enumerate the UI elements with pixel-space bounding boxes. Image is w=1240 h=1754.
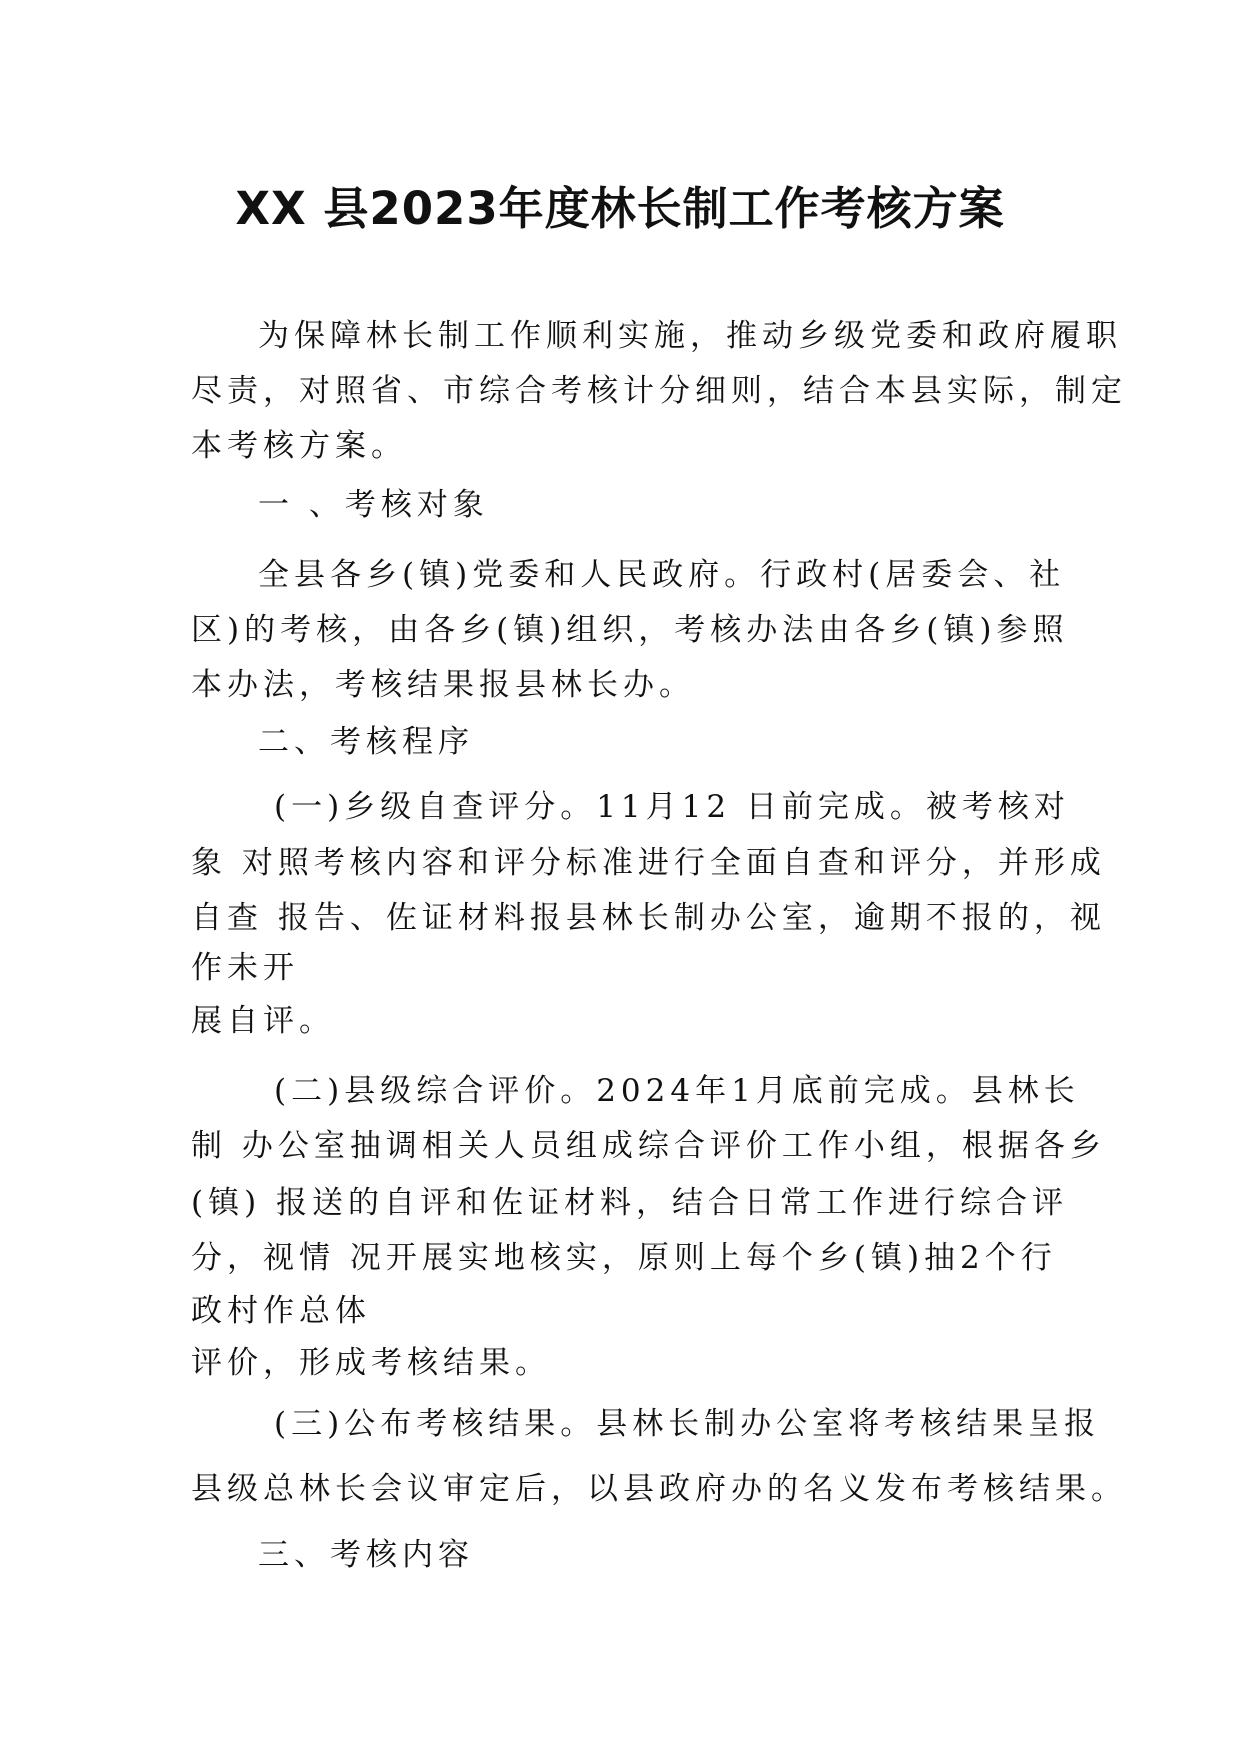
document-title: XX 县2023年度林长制工作考核方案: [235, 182, 1005, 235]
item-2-line-3: (镇) 报送的自评和佐证材料，结合日常工作进行综合评: [191, 1185, 1069, 1221]
section-1-line-1: 全县各乡(镇)党委和人民政府。行政村(居委会、社: [258, 557, 1066, 593]
item-3-line-2: 县级总林长会议审定后，以县政府办的名义发布考核结果。: [191, 1471, 1127, 1507]
paragraph-intro-line-1: 为保障林长制工作顺利实施，推动乡级党委和政府履职: [258, 318, 1122, 354]
section-1-line-3: 本办法，考核结果报县林长办。: [191, 667, 695, 703]
item-1-line-4: 作未开: [191, 950, 299, 986]
item-2-line-4: 分，视情 况开展实地核实，原则上每个乡(镇)抽2个行: [191, 1240, 1057, 1276]
section-1-line-2: 区)的考核，由各乡(镇)组织，考核办法由各乡(镇)参照: [191, 612, 1069, 648]
section-heading-2: 二、考核程序: [258, 724, 474, 760]
item-1-line-3: 自查 报告、佐证材料报县林长制办公室，逾期不报的，视: [191, 900, 1106, 936]
item-1-line-5: 展自评。: [191, 1003, 335, 1039]
section-heading-3: 三、考核内容: [258, 1537, 474, 1573]
item-2-line-6: 评价，形成考核结果。: [191, 1345, 551, 1381]
item-1-line-1: (一)乡级自查评分。11月12 日前完成。被考核对: [274, 789, 1070, 825]
item-1-line-2: 象 对照考核内容和评分标准进行全面自查和评分，并形成: [191, 845, 1106, 881]
item-2-line-1: (二)县级综合评价。2024年1月底前完成。县林长: [274, 1073, 1080, 1109]
item-3-line-1: (三)公布考核结果。县林长制办公室将考核结果呈报: [274, 1406, 1101, 1442]
paragraph-intro-line-2: 尽责，对照省、市综合考核计分细则，结合本县实际，制定: [191, 373, 1127, 409]
section-heading-1: 一 、考核对象: [258, 487, 489, 523]
paragraph-intro-line-3: 本考核方案。: [191, 428, 407, 464]
item-2-line-5: 政村作总体: [191, 1293, 371, 1329]
item-2-line-2: 制 办公室抽调相关人员组成综合评价工作小组，根据各乡: [191, 1128, 1106, 1164]
